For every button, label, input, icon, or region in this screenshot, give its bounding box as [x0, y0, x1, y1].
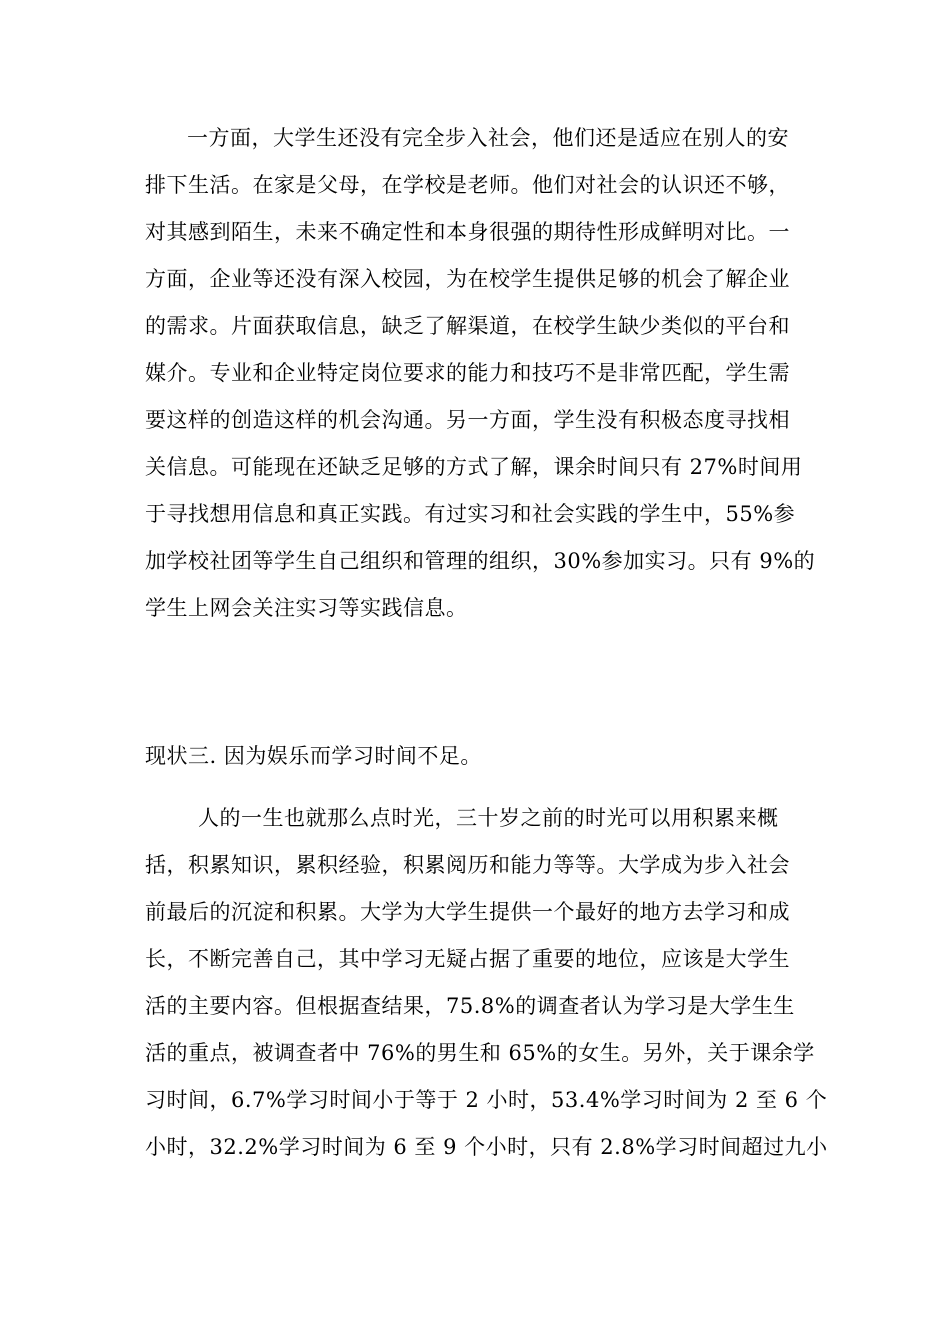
paragraph-1-line: 一方面，大学生还没有完全步入社会，他们还是适应在别人的安 — [187, 126, 789, 150]
paragraph-2-line: 括，积累知识，累积经验，积累阅历和能力等等。大学成为步入社会 — [145, 853, 790, 877]
paragraph-1-line: 学生上网会关注实习等实践信息。 — [145, 596, 468, 620]
paragraph-2-line: 活的主要内容。但根据查结果，75.8%的调查者认为学习是大学生生 — [145, 994, 795, 1018]
paragraph-2-line: 小时，32.2%学习时间为 6 至 9 个小时，只有 2.8%学习时间超过九小 — [145, 1135, 828, 1159]
paragraph-1-line: 于寻找想用信息和真正实践。有过实习和社会实践的学生中，55%参 — [145, 502, 796, 526]
paragraph-1-line: 对其感到陌生，未来不确定性和本身很强的期待性形成鲜明对比。一 — [145, 220, 790, 244]
paragraph-2-line: 习时间，6.7%学习时间小于等于 2 小时，53.4%学习时间为 2 至 6 个 — [145, 1088, 828, 1112]
paragraph-1-line: 的需求。片面获取信息，缺乏了解渠道，在校学生缺少类似的平台和 — [145, 314, 790, 338]
paragraph-1-line: 加学校社团等学生自己组织和管理的组织，30%参加实习。只有 9%的 — [145, 549, 816, 573]
section-heading: 现状三. 因为娱乐而学习时间不足。 — [145, 744, 482, 768]
paragraph-2-line: 前最后的沉淀和积累。大学为大学生提供一个最好的地方去学习和成 — [145, 900, 790, 924]
paragraph-2-line: 活的重点，被调查者中 76%的男生和 65%的女生。另外，关于课余学 — [145, 1041, 815, 1065]
paragraph-1-line: 排下生活。在家是父母，在学校是老师。他们对社会的认识还不够， — [145, 173, 790, 197]
paragraph-1-line: 媒介。专业和企业特定岗位要求的能力和技巧不是非常匹配，学生需 — [145, 361, 790, 385]
paragraph-1-line: 要这样的创造这样的机会沟通。另一方面，学生没有积极态度寻找相 — [145, 408, 790, 432]
paragraph-1-line: 关信息。可能现在还缺乏足够的方式了解，课余时间只有 27%时间用 — [145, 455, 803, 479]
paragraph-1-line: 方面，企业等还没有深入校园，为在校学生提供足够的机会了解企业 — [145, 267, 790, 291]
paragraph-2-line: 长，不断完善自己，其中学习无疑占据了重要的地位，应该是大学生 — [145, 947, 790, 971]
paragraph-2-line: 人的一生也就那么点时光，三十岁之前的时光可以用积累来概 — [198, 806, 779, 830]
